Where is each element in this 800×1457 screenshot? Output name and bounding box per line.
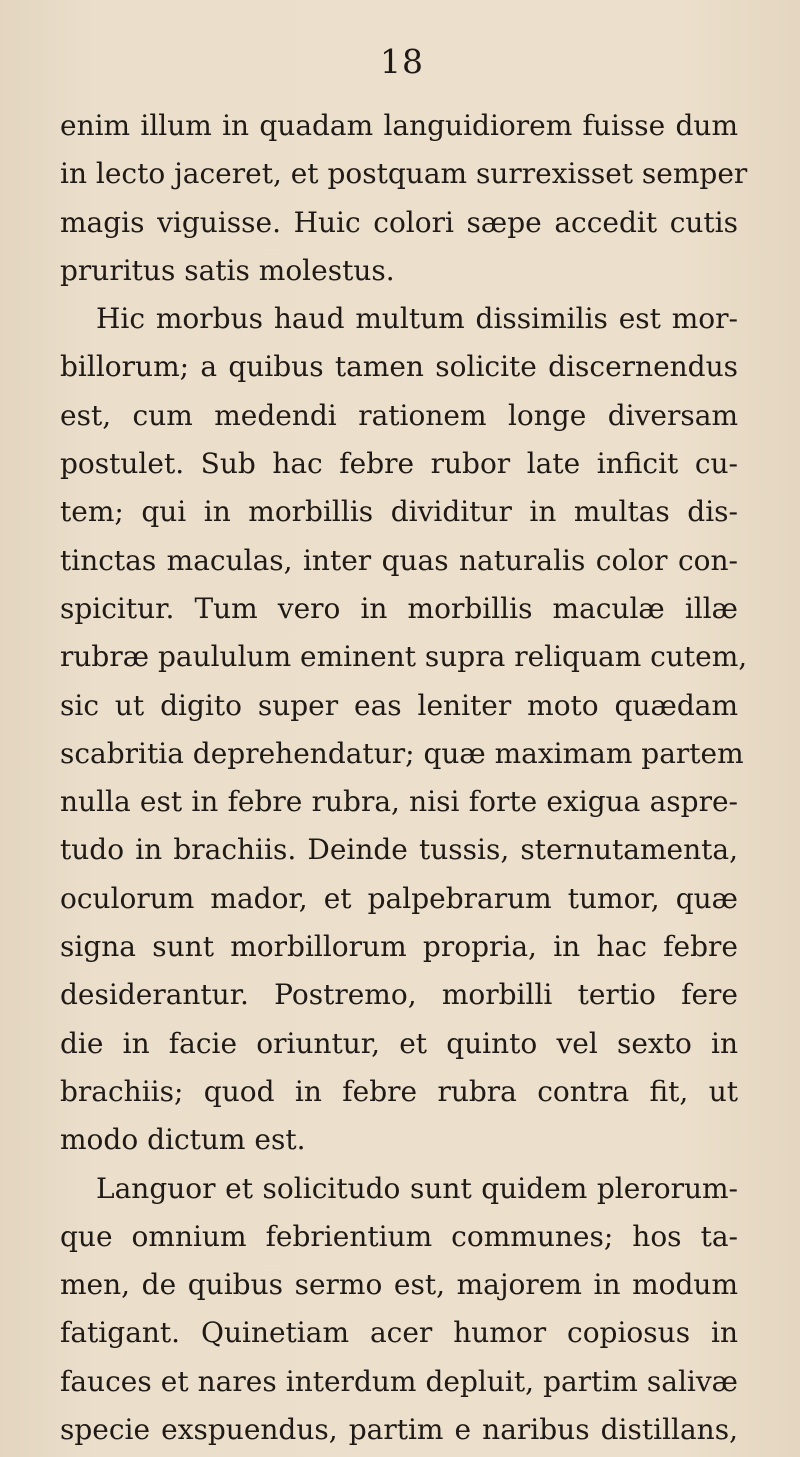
text-line: Hic morbus haud multum dissimilis est mor-: [96, 302, 738, 336]
text-line: rubræ paululum eminent supra reliquam cutem,: [60, 640, 748, 674]
text-line: enim illum in quadam languidiorem fuisse dum: [60, 109, 738, 142]
text-line: brachiis; quod in febre rubra contra fit, ut: [60, 1074, 738, 1108]
text-line: modo dictum est.: [60, 1123, 306, 1157]
text-line: postulet. Sub hac febre rubor late inficit cu-: [60, 447, 738, 481]
paragraph: [60, 1165, 738, 1455]
text-line: die in facie oriuntur, et quinto vel sexto in: [60, 1026, 738, 1060]
text-line: nulla est in febre rubra, nisi forte exigua aspre-: [60, 785, 738, 819]
text-line: oculorum mador, et palpebrarum tumor, quæ: [60, 881, 738, 915]
text-line: spicitur. Tum vero in morbillis maculæ illæ: [60, 591, 738, 625]
text-line: est, cum medendi rationem longe diversam: [60, 398, 738, 432]
text-line: Languor et solicitudo sunt quidem plerorum-: [96, 1171, 738, 1205]
text-line: desiderantur. Postremo, morbilli tertio fere: [60, 978, 738, 1012]
text-line: specie exspuendus, partim e naribus distillans,: [60, 1413, 738, 1447]
text-line: fauces et nares interdum depluit, partim salivæ: [60, 1364, 738, 1398]
text-line: fatigant. Quinetiam acer humor copiosus in: [60, 1316, 738, 1350]
text-line: sic ut digito super eas leniter moto quædam: [60, 688, 738, 722]
text-line: tudo in brachiis. Deinde tussis, sternutamenta,: [60, 833, 738, 867]
text-line: magis viguisse. Huic colori sæpe accedit cutis: [60, 205, 738, 239]
paragraph: [60, 295, 748, 1164]
text-line: men, de quibus sermo est, majorem in modum: [60, 1268, 738, 1302]
text-line: billorum; a quibus tamen solicite discernendus: [60, 350, 738, 384]
text-line: scabritia deprehendatur; quæ maximam partem: [60, 736, 744, 770]
text-line: in lecto jaceret, et postquam surrexisset semper: [60, 157, 748, 191]
page-number: 18: [380, 42, 424, 81]
body-text: [60, 102, 748, 1454]
text-line: que omnium febrientium communes; hos ta-: [60, 1219, 738, 1253]
text-line: signa sunt morbillorum propria, in hac febre: [60, 930, 738, 964]
paragraph: [60, 102, 748, 295]
text-line: pruritus satis molestus.: [60, 253, 395, 287]
text-line: tem; qui in morbillis dividitur in multas dis-: [60, 495, 738, 529]
text-line: tinctas maculas, inter quas naturalis color con-: [60, 543, 738, 577]
